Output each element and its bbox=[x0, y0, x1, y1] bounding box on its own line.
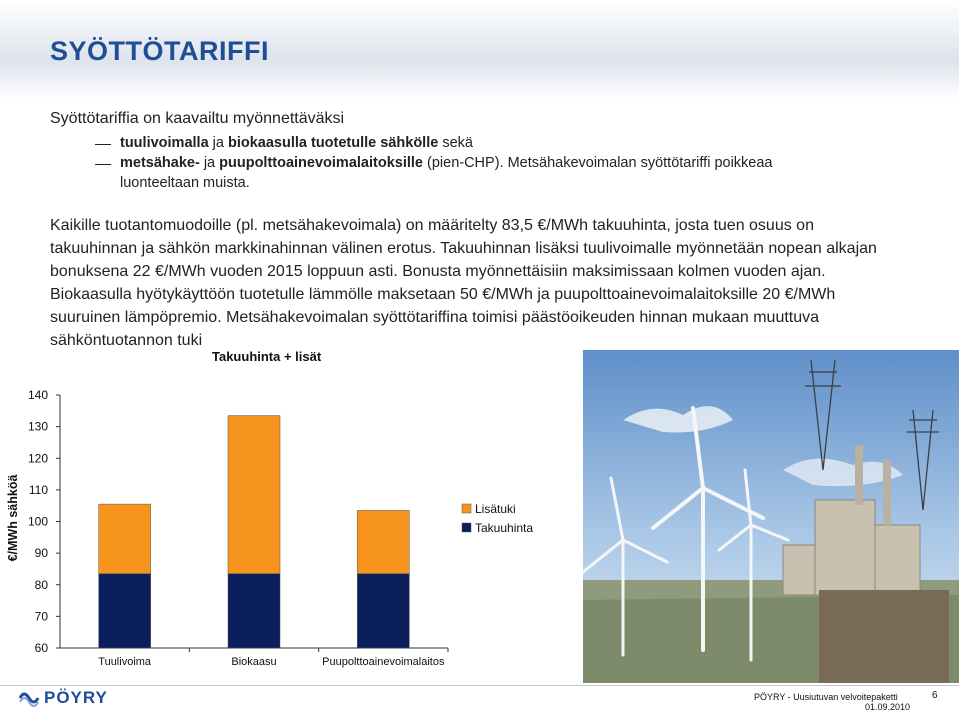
bullet-1 bbox=[120, 133, 473, 153]
bar-lisätuki bbox=[357, 510, 409, 573]
x-tick-label: Biokaasu bbox=[231, 656, 277, 668]
bullet-2-line-2: luonteeltaan muista. bbox=[120, 175, 250, 191]
chart-title: Takuuhinta + lisät bbox=[212, 349, 322, 364]
y-tick-label: 90 bbox=[34, 546, 48, 561]
legend-label: Takuuhinta bbox=[475, 521, 534, 535]
bullet-2-bold-1: metsähake- bbox=[120, 155, 200, 171]
y-tick-label: 80 bbox=[34, 577, 48, 592]
y-tick-label: 110 bbox=[28, 482, 48, 497]
y-tick-label: 70 bbox=[34, 609, 48, 624]
page-title: SYÖTTÖTARIFFI bbox=[50, 36, 269, 66]
bullet-dash bbox=[95, 144, 111, 145]
y-axis-label: €/MWh sähköä bbox=[6, 474, 20, 562]
legend-swatch bbox=[462, 504, 471, 513]
bar-lisätuki bbox=[99, 504, 151, 574]
body-paragraph: Kaikille tuotantomuodoille (pl. metsähakevoimala) on määritelty 83,5 €/MWh takuuhinta, josta tuen osuus on takuuhinnan ja sähkön markkinahinnan välinen erotus. Takuuhinnan lisäksi tuulivoimalle myönnetään nopean alkajan bonuksena 22 €/MWh vuoden 2015 loppuun asti. Bonusta myönnettäisiin maksimissaan kolmen vuoden ajan. Biokaasulla hyötykäyttöön tuotetulle lämmölle maksetaan 50 €/MWh ja puupolttoainevoimalaitoksille 20 €/MWh suuruinen lämpöpremio. Metsähakevoimalan syöttötariffina toimisi päästöoikeuden hinnan mukaan muuttuva sähköntuotannon tuki bbox=[50, 217, 877, 349]
legend-label: Lisätuki bbox=[475, 502, 516, 516]
poyry-logo bbox=[18, 688, 108, 708]
bullet-2 bbox=[120, 153, 773, 173]
y-tick-label: 120 bbox=[27, 451, 48, 466]
bar-takuuhinta bbox=[357, 574, 409, 648]
poyry-logo-icon bbox=[18, 689, 40, 707]
y-tick-label: 60 bbox=[34, 641, 48, 655]
bar-lisätuki bbox=[228, 416, 280, 574]
footer-divider bbox=[0, 685, 959, 686]
bullet-1-text-1: ja bbox=[208, 135, 228, 151]
bar-takuuhinta bbox=[99, 574, 151, 648]
legend-swatch bbox=[462, 523, 471, 532]
page-number: 6 bbox=[932, 690, 938, 701]
bullet-dash bbox=[95, 164, 111, 165]
bar-chart bbox=[0, 380, 580, 680]
bar-takuuhinta bbox=[228, 574, 280, 648]
footer-company: PÖYRY - Uusiutuvan velvoitepaketti bbox=[754, 692, 898, 702]
bullet-1-bold-2: biokaasulla tuotetulle sähkölle bbox=[227, 135, 439, 151]
logo-text: PÖYRY bbox=[44, 688, 108, 707]
photo-wind-turbines-power-plant bbox=[583, 350, 959, 683]
bullet-2-text-2: (pien-CHP). Metsähakevoimalan syöttötariffi poikkeaa bbox=[422, 155, 773, 171]
x-tick-label: Puupolttoainevoimalaitos bbox=[322, 656, 445, 668]
bullet-2-bold-2: puupolttoainevoimalaitoksille bbox=[219, 155, 423, 171]
footer-date: 01.09.2010 bbox=[865, 702, 911, 712]
y-tick-label: 140 bbox=[27, 388, 48, 402]
y-tick-label: 100 bbox=[27, 514, 48, 529]
bullet-1-bold-1: tuulivoimalla bbox=[120, 135, 209, 151]
intro-text: Syöttötariffia on kaavailtu myönnettäväksi bbox=[50, 110, 345, 127]
bullet-1-text-2: sekä bbox=[438, 135, 473, 151]
x-tick-label: Tuulivoima bbox=[98, 656, 152, 668]
y-tick-label: 130 bbox=[27, 419, 48, 434]
bullet-2-text-1: ja bbox=[199, 155, 220, 171]
